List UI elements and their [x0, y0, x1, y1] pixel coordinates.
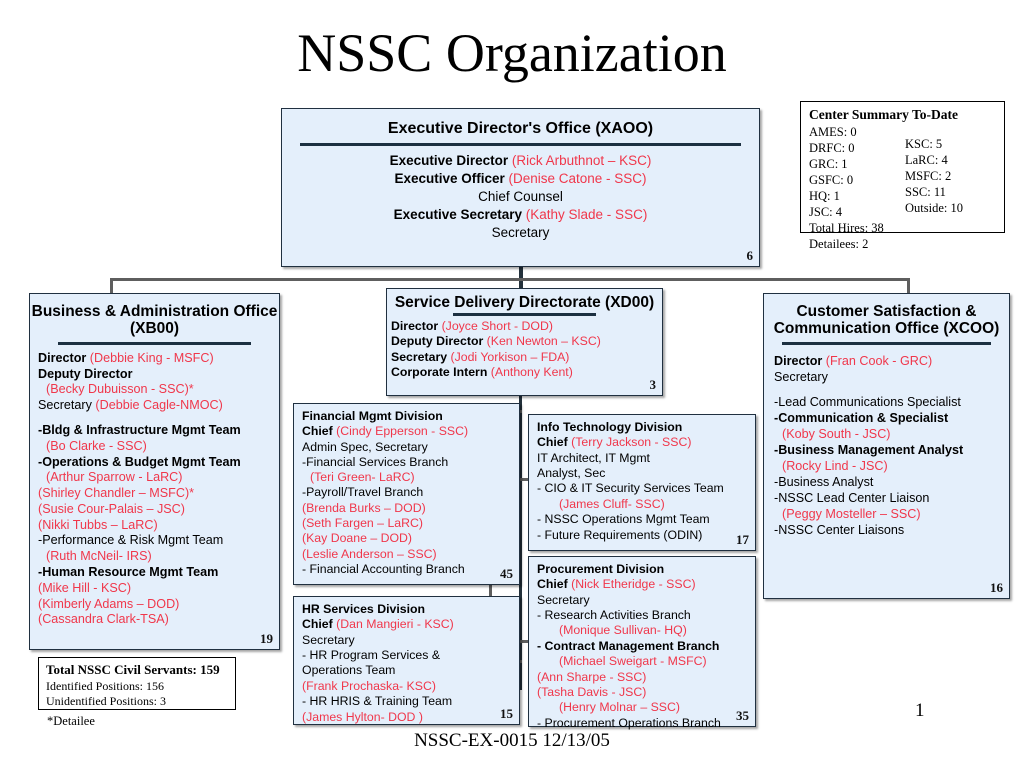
line-item: - HR Program Services &: [302, 648, 441, 663]
box-body-procurement: [529, 557, 755, 731]
headcount-badge: 19: [260, 631, 273, 646]
line-item: -Financial Services Branch: [302, 454, 449, 469]
line-item: Director (Fran Cook - GRC): [774, 353, 933, 368]
line-item: Executive Director (Rick Arbuthnot – KSC): [389, 152, 652, 168]
header-divider: [782, 342, 991, 345]
line-item: Deputy Director: [38, 366, 133, 381]
summary-item: Outside: 10: [905, 201, 963, 215]
center-summary-box: [800, 101, 1005, 251]
summary-item: Detailees: 2: [809, 237, 869, 251]
line-item: -Business Management Analyst: [774, 442, 964, 457]
summary-item: GSFC: 0: [809, 173, 854, 187]
line-item: Corporate Intern (Anthony Kent): [391, 364, 573, 379]
box-hr-services-division[interactable]: [293, 596, 520, 725]
box-header-xaoo: Executive Director's Office (XAOO): [387, 120, 654, 137]
box-body-it: [529, 415, 755, 543]
summary-item: SSC: 11: [905, 185, 946, 199]
headcount-badge: 15: [500, 706, 513, 721]
line-item: -Operations & Budget Mgmt Team: [38, 454, 241, 469]
center-summary-col-left: [809, 124, 905, 252]
line-item: Chief (Dan Mangieri - KSC): [302, 617, 454, 632]
line-item: (Susie Cour-Palais – JSC): [38, 501, 185, 516]
line-item: (Becky Dubuisson - SSC)*: [46, 382, 194, 397]
line-item: (Seth Fargen – LaRC): [302, 516, 423, 531]
line-item: (Monique Sullivan- HQ): [559, 623, 687, 638]
line-item: Procurement Division: [537, 562, 665, 576]
line-item: Deputy Director (Ken Newton – KSC): [391, 334, 601, 349]
line-item: (Brenda Burks – DOD): [302, 500, 426, 515]
line-item: Financial Mgmt Division: [302, 409, 443, 423]
line-item: (Nikki Tubbs – LaRC): [38, 517, 158, 532]
line-item: -Performance & Risk Mgmt Team: [38, 533, 224, 548]
line-item: - Future Requirements (ODIN): [537, 527, 703, 542]
totals-identified: Identified Positions: 156: [46, 678, 164, 693]
header-divider: [453, 313, 596, 316]
summary-item: AMES: 0: [809, 125, 857, 139]
line-item: - Procurement Operations Branch: [537, 715, 721, 730]
line-item: -Bldg & Infrastructure Mgmt Team: [38, 422, 241, 437]
box-body-financial: [294, 404, 519, 577]
connector-horizontal-bus: [110, 278, 910, 281]
line-item: -NSSC Center Liaisons: [774, 522, 905, 537]
box-header-xb00: Business & Administration Office (XB00): [31, 303, 278, 338]
box-body-hr: [294, 597, 519, 725]
line-item: (Peggy Mosteller – SSC): [782, 506, 921, 521]
header-divider: [300, 143, 741, 146]
line-item: -Communication & Specialist: [774, 410, 949, 425]
line-item: (Ruth McNeil- IRS): [46, 549, 152, 564]
line-item: Executive Officer (Denise Catone - SSC): [394, 170, 647, 186]
line-item: (Teri Green- LaRC): [310, 470, 415, 485]
line-item: Chief (Nick Etheridge - SSC): [537, 577, 696, 592]
headcount-badge: 6: [746, 248, 753, 263]
box-header-xd00: Service Delivery Directorate (XD00): [394, 294, 655, 311]
line-item: (James Cluff- SSC): [559, 496, 665, 511]
total-civil-servants-box: [38, 657, 236, 710]
line-item: Secretary: [774, 369, 828, 384]
line-item: (Leslie Anderson – SSC): [302, 546, 437, 561]
line-item: (James Hylton- DOD ): [302, 709, 423, 724]
header-divider: [58, 342, 251, 345]
summary-item: LaRC: 4: [905, 153, 948, 167]
detailee-footnote: *Detailee: [47, 714, 95, 728]
line-item: -Payroll/Travel Branch: [302, 485, 424, 500]
line-item: (Koby South - JSC): [782, 426, 891, 441]
line-item: (Kay Doane – DOD): [302, 531, 413, 546]
line-item: (Cassandra Clark-TSA): [38, 612, 169, 627]
box-body-xb00: [30, 351, 279, 629]
box-financial-mgmt-division[interactable]: [293, 403, 520, 585]
line-item: (Michael Sweigart - MSFC): [559, 654, 707, 669]
line-item: - Research Activities Branch: [537, 608, 691, 623]
line-item: Secretary: [302, 632, 355, 647]
summary-item: HQ: 1: [809, 189, 840, 203]
line-item: -Human Resource Mgmt Team: [38, 565, 219, 580]
box-business-administration-office[interactable]: [29, 293, 280, 650]
box-body-xaoo: [282, 152, 759, 242]
line-item: (Shirley Chandler – MSFC)*: [38, 486, 195, 501]
line-item: (Tasha Davis - JSC): [537, 684, 647, 699]
line-item: -NSSC Lead Center Liaison: [774, 490, 930, 505]
page-title: NSSC Organization: [297, 23, 727, 83]
line-item: - CIO & IT Security Services Team: [537, 481, 724, 496]
page-number: 1: [915, 700, 925, 721]
document-id-footer: NSSC-EX-0015 12/13/05: [414, 730, 610, 751]
line-item: - Contract Management Branch: [537, 638, 720, 653]
box-header-xcoo: Customer Satisfaction & Communication Office (XCOO): [773, 303, 1000, 338]
line-item: - Financial Accounting Branch: [302, 561, 465, 576]
headcount-badge: 17: [736, 532, 749, 547]
line-item: Chief (Cindy Epperson - SSC): [302, 424, 469, 439]
line-item: (Mike Hill - KSC): [38, 580, 132, 595]
line-item: (Frank Prochaska- KSC): [302, 678, 436, 693]
headcount-badge: 45: [500, 566, 513, 581]
box-executive-director-office[interactable]: [281, 108, 760, 267]
line-item: (Arthur Sparrow - LaRC): [46, 470, 183, 485]
headcount-badge: 35: [736, 708, 749, 723]
center-summary-heading: Center Summary To-Date: [809, 107, 958, 122]
summary-item: GRC: 1: [809, 157, 848, 171]
summary-item: JSC: 4: [809, 205, 843, 219]
box-service-delivery-directorate[interactable]: [386, 288, 663, 396]
box-procurement-division[interactable]: [528, 556, 756, 730]
totals-heading: Total NSSC Civil Servants: 159: [46, 662, 220, 677]
line-item: (Kimberly Adams – DOD): [38, 596, 180, 611]
line-item: Chief Counsel: [478, 188, 563, 204]
headcount-badge: 16: [990, 580, 1003, 595]
line-item: Admin Spec, Secretary: [302, 439, 428, 454]
box-body-xcoo: [764, 354, 1009, 539]
line-item: (Bo Clarke - SSC): [46, 438, 147, 453]
spacer: [774, 386, 999, 395]
box-body-xd00: [387, 319, 662, 380]
spacer: [38, 414, 271, 423]
line-item: Info Technology Division: [537, 420, 683, 434]
line-item: Director (Joyce Short - DOD): [391, 319, 553, 334]
line-item: (Henry Molnar – SSC): [559, 700, 680, 715]
line-item: - NSSC Operations Mgmt Team: [537, 512, 710, 527]
line-item: (Ann Sharpe - SSC): [537, 669, 647, 684]
summary-item: Total Hires: 38: [809, 221, 884, 235]
line-item: (Rocky Lind - JSC): [782, 458, 888, 473]
line-item: Executive Secretary (Kathy Slade - SSC): [393, 206, 648, 222]
summary-item: MSFC: 2: [905, 169, 952, 183]
line-item: Operations Team: [302, 663, 396, 678]
line-item: -Business Analyst: [774, 474, 874, 489]
center-summary-col-right: [905, 124, 963, 252]
line-item: Secretary: [537, 592, 590, 607]
line-item: Analyst, Sec: [537, 466, 606, 481]
line-item: Chief (Terry Jackson - SSC): [537, 435, 692, 450]
line-item: Secretary (Debbie Cagle-NMOC): [38, 398, 223, 413]
line-item: Director (Debbie King - MSFC): [38, 350, 214, 365]
line-item: IT Architect, IT Mgmt: [537, 450, 650, 465]
box-customer-satisfaction-communication-office[interactable]: [763, 293, 1010, 599]
summary-item: KSC: 5: [905, 137, 943, 151]
totals-unidentified: Unidentified Positions: 3: [46, 694, 166, 709]
line-item: HR Services Division: [302, 602, 426, 616]
line-item: -Lead Communications Specialist: [774, 394, 961, 409]
line-item: - HR HRIS & Training Team: [302, 694, 453, 709]
headcount-badge: 3: [649, 377, 656, 392]
line-item: Secretary: [491, 224, 550, 240]
box-info-technology-division[interactable]: [528, 414, 756, 551]
summary-item: DRFC: 0: [809, 141, 855, 155]
line-item: Secretary (Jodi Yorkison – FDA): [391, 349, 570, 364]
